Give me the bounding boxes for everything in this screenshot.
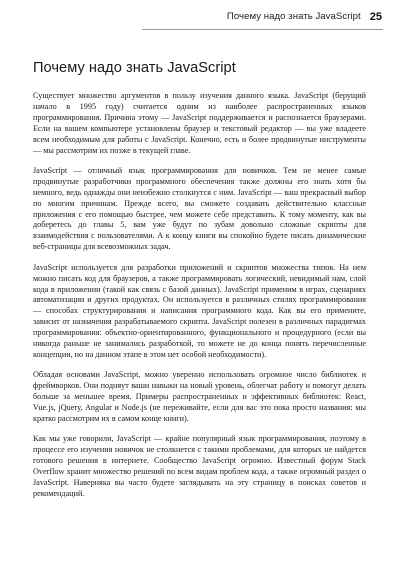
section-heading: Почему надо знать JavaScript (33, 60, 236, 76)
body-text (33, 91, 366, 509)
running-header (142, 8, 382, 25)
paragraph: Обладая основами JavaScript, можно уверенно использовать огромное число библиотек и фреймворков. Они подняут ваши навыки на новый уровень, облегчат работу и помогут делать больше за меньшее время. Примеры распространенных и эффективных библиотек: React, Vue.js, jQuery, Angular и Node.js (не переживайте, если для вас это пока просто названия: мы кратко рассмотрим их в самом конце книги). (33, 370, 366, 423)
running-header-title: Почему надо знать JavaScript (226, 11, 361, 22)
paragraph: Как мы уже говорили, JavaScript — крайне популярный язык программирования, поэтому в процессе его изучения новичок не столкнется с такими проблемами, для которых не найдется готового решения в интернете. Сообщество JavaScript огромно. Известный форум Stack Overflow хранит множество решений по всем видам проблем кода, а также огромный раздел о JavaScript. Наверняка вы часто будете заглядывать на эту страницу в поисках советов и рекомендаций. (33, 434, 366, 498)
paragraph: Существует множество аргументов в пользу изучения данного языка. JavaScript (берущий начало в 1995 году) считается одним из наиболее распространенных языков программирования. Причина этому — JavaScript поддерживается и распознается браузерами. Если на вашем компьютере установлены браузер и текстовый редактор — вы уже владеете всем необходимым для работы с JavaScript. Конечно, есть и более продвинутые инструменты — мы рассмотрим их позже в текущей главе. (33, 91, 366, 155)
header-rule (142, 29, 383, 30)
page-number: 25 (369, 10, 382, 23)
paragraph: JavaScript — отличный язык программирования для новичков. Тем не менее самые продвинутые разработчики программного обеспечения также должны его знать хотя бы немного, ведь однажды они неизбежно столкнутся с ним. JavaScript — ваш прекрасный выбор по многим причинам. Прежде всего, вы сможете создавать действительно классные приложения с его помощью быстрее, чем можете себе представить. К тому моменту, как вы доберетесь до главы 5, вам уже будут по зубам довольно сложные скрипты для взаимодействия с пользователями. А к концу книги вы спокойно будете писать динамические веб-страницы для всевозможных задач. (33, 165, 366, 252)
paragraph: JavaScript используется для разработки приложений и скриптов множества типов. На нем можно писать код для браузеров, а также программировать логический, невидимый нам, слой кода в приложении (такой как связь с базой данных). JavaScript применим в играх, сценариях автоматизации и других продуктах. Он используется в различных стилях программирования — способах структурирования и написания программного кода. Как вы его примените, зависит от назначения разрабатываемого скрипта. JavaScript полезен в различных парадигмах программирования: объектно-ориентированного, функционального и процедурного (если вы никогда раньше не занимались разработкой, то можете не до конца понять перечисленные концепции, но на данном этапе в этом нет особой необходимости). (33, 262, 366, 359)
